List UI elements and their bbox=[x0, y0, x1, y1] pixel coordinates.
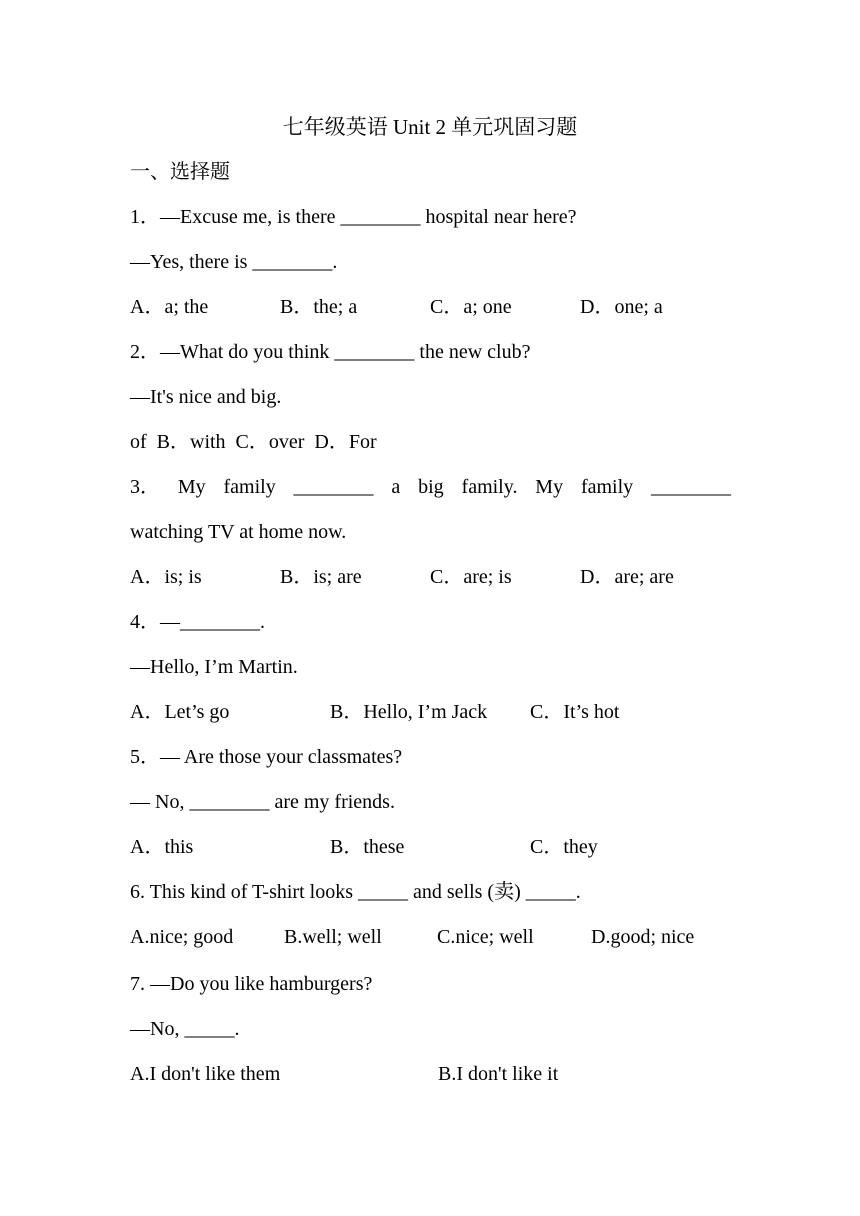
page-title: 七年级英语 Unit 2 单元巩固习题 bbox=[282, 115, 578, 139]
q2-options[interactable]: of B．with C．over D．For bbox=[130, 431, 377, 453]
q3-stem-continued: watching TV at home now. bbox=[130, 521, 347, 543]
q3-stem bbox=[130, 472, 731, 502]
q3-word: family bbox=[580, 476, 634, 498]
q6-options bbox=[130, 922, 750, 952]
q7-option-b[interactable]: B.I don't like it bbox=[438, 1063, 559, 1085]
q5-option-c[interactable]: C．they bbox=[530, 836, 598, 858]
q4-option-a[interactable]: A．Let’s go bbox=[130, 701, 230, 723]
q1-option-c[interactable]: C．a; one bbox=[430, 296, 512, 318]
q7-reply: —No, _____. bbox=[130, 1018, 240, 1040]
q6-option-b[interactable]: B.well; well bbox=[284, 926, 382, 948]
q3-option-b[interactable]: B．is; are bbox=[280, 566, 362, 588]
q3-word: 3． bbox=[130, 476, 160, 498]
q3-blank: ________ bbox=[293, 476, 374, 498]
q1-stem: 1．—Excuse me, is there ________ hospital near here? bbox=[130, 206, 577, 228]
q3-blank: ________ bbox=[651, 476, 731, 498]
q4-option-b[interactable]: B．Hello, I’m Jack bbox=[330, 701, 488, 723]
q7-options bbox=[130, 1059, 750, 1089]
q3-options bbox=[130, 562, 750, 592]
q4-option-c[interactable]: C．It’s hot bbox=[530, 701, 620, 723]
q7-stem: 7. —Do you like hamburgers? bbox=[130, 973, 373, 995]
q7-option-a[interactable]: A.I don't like them bbox=[130, 1063, 281, 1085]
q1-option-a[interactable]: A．a; the bbox=[130, 296, 209, 318]
q5-options bbox=[130, 832, 750, 862]
section-heading: 一、选择题 bbox=[130, 161, 230, 183]
q4-stem: 4．—________. bbox=[130, 611, 265, 633]
q3-word: My bbox=[177, 476, 206, 498]
q3-word: big bbox=[418, 476, 444, 498]
q3-word: family. bbox=[461, 476, 518, 498]
q1-option-d[interactable]: D．one; a bbox=[580, 296, 663, 318]
q3-option-a[interactable]: A．is; is bbox=[130, 566, 202, 588]
q2-stem: 2．—What do you think ________ the new club? bbox=[130, 341, 531, 363]
q3-option-d[interactable]: D．are; are bbox=[580, 566, 674, 588]
q3-word: family bbox=[223, 476, 276, 498]
q6-option-c[interactable]: C.nice; well bbox=[437, 926, 534, 948]
q6-option-a[interactable]: A.nice; good bbox=[130, 926, 234, 948]
q5-stem: 5．— Are those your classmates? bbox=[130, 746, 403, 768]
q5-reply: — No, ________ are my friends. bbox=[130, 791, 395, 813]
q5-option-a[interactable]: A．this bbox=[130, 836, 194, 858]
q1-option-b[interactable]: B．the; a bbox=[280, 296, 358, 318]
q3-word: My bbox=[535, 476, 564, 498]
q6-option-d[interactable]: D.good; nice bbox=[591, 926, 695, 948]
q3-option-c[interactable]: C．are; is bbox=[430, 566, 512, 588]
q4-reply: —Hello, I’m Martin. bbox=[130, 656, 298, 678]
q1-options bbox=[130, 292, 750, 322]
q1-reply: —Yes, there is ________. bbox=[130, 251, 338, 273]
q4-options bbox=[130, 697, 750, 727]
q6-stem: 6. This kind of T-shirt looks _____ and sells (卖) _____. bbox=[130, 881, 581, 903]
q5-option-b[interactable]: B．these bbox=[330, 836, 405, 858]
q2-reply: —It's nice and big. bbox=[130, 386, 282, 408]
q3-word: a bbox=[391, 476, 401, 498]
